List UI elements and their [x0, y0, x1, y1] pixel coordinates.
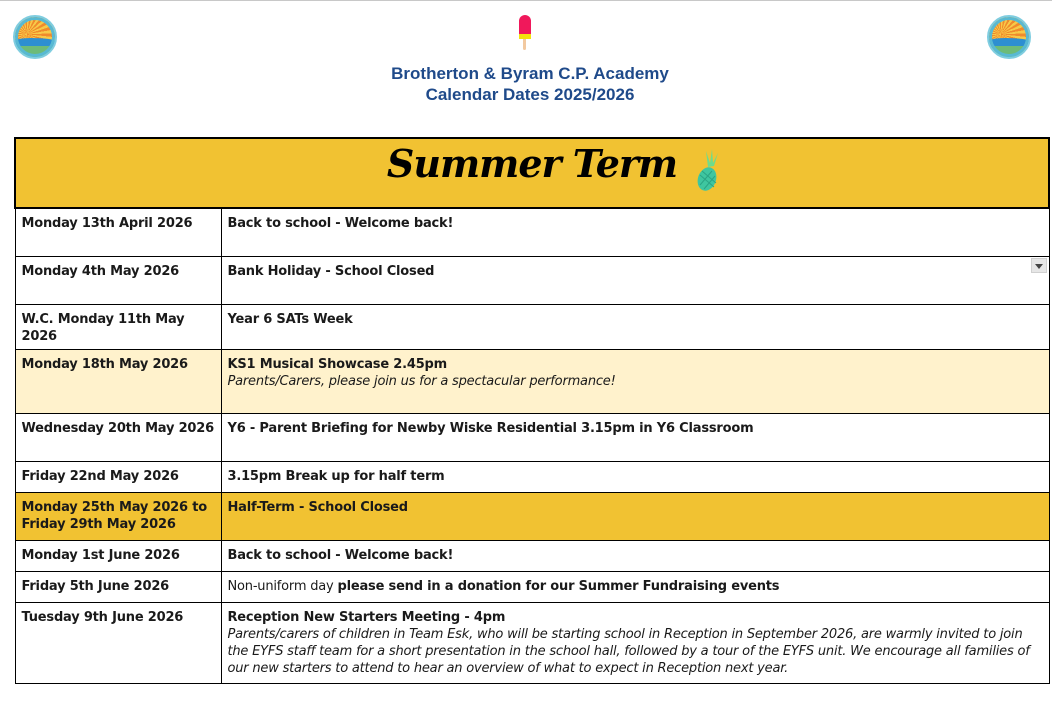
event-cell — [221, 571, 1049, 602]
ice-lolly-icon — [518, 15, 532, 50]
event-date: Monday 1st June 2026 — [15, 540, 221, 571]
term-header-row — [15, 138, 1049, 208]
event-row — [15, 540, 1049, 571]
event-row — [15, 413, 1049, 461]
event-row — [15, 304, 1049, 349]
school-name: Brotherton & Byram C.P. Academy — [391, 64, 669, 83]
calendar-table — [14, 137, 1050, 684]
event-title: Reception New Starters Meeting - 4pm — [227, 609, 506, 625]
event-date-line2: Friday 29th May 2026 — [21, 516, 176, 532]
event-title: 3.15pm Break up for half term — [221, 461, 1049, 492]
calendar-subtitle: Calendar Dates 2025/2026 — [425, 85, 635, 104]
event-date: Monday 13th April 2026 — [15, 208, 221, 256]
school-logo-right — [987, 15, 1031, 59]
page-title — [0, 63, 1052, 105]
event-title: Y6 - Parent Briefing for Newby Wiske Residential 3.15pm in Y6 Classroom — [221, 413, 1049, 461]
event-row — [15, 492, 1049, 540]
event-date: Tuesday 9th June 2026 — [15, 602, 221, 683]
event-title: Back to school - Welcome back! — [221, 540, 1049, 571]
event-row — [15, 208, 1049, 256]
event-row — [15, 349, 1049, 413]
event-title: Year 6 SATs Week — [221, 304, 1049, 349]
event-title: Half-Term - School Closed — [221, 492, 1049, 540]
event-title: Bank Holiday - School Closed — [221, 256, 1049, 304]
event-date: Friday 5th June 2026 — [15, 571, 221, 602]
event-date: Monday 18th May 2026 — [15, 349, 221, 413]
event-date: Wednesday 20th May 2026 — [15, 413, 221, 461]
school-logo-left — [13, 15, 57, 59]
pineapple-icon — [694, 149, 724, 193]
top-divider — [0, 0, 1052, 1]
event-row — [15, 571, 1049, 602]
event-title: KS1 Musical Showcase 2.45pm — [227, 356, 447, 372]
event-date — [15, 492, 221, 540]
event-detail: Parents/carers of children in Team Esk, who will be starting school in Reception in September 2026, are warmly invited to join the EYFS staff team for a short presentation in the school hall, followed by a tour of the EYFS unit. We encourage all families of our new starters to attend to hear an overview of what to expect in Reception next year. — [227, 626, 1030, 676]
event-row — [15, 602, 1049, 683]
dropdown-arrow-button[interactable] — [1031, 258, 1047, 273]
event-cell — [221, 602, 1049, 683]
event-date: Friday 22nd May 2026 — [15, 461, 221, 492]
event-date: W.C. Monday 11th May 2026 — [15, 304, 221, 349]
event-title-prefix: Non-uniform day — [227, 578, 338, 594]
event-date: Monday 4th May 2026 — [15, 256, 221, 304]
term-header — [15, 138, 1049, 208]
event-row — [15, 461, 1049, 492]
event-title: please send in a donation for our Summer Fundraising events — [337, 578, 780, 594]
event-cell — [221, 349, 1049, 413]
event-date-line1: Monday 25th May 2026 to — [21, 499, 207, 515]
event-detail: Parents/Carers, please join us for a spectacular performance! — [227, 373, 616, 389]
event-title: Back to school - Welcome back! — [221, 208, 1049, 256]
term-title: Summer Term — [386, 141, 678, 186]
event-row — [15, 256, 1049, 304]
